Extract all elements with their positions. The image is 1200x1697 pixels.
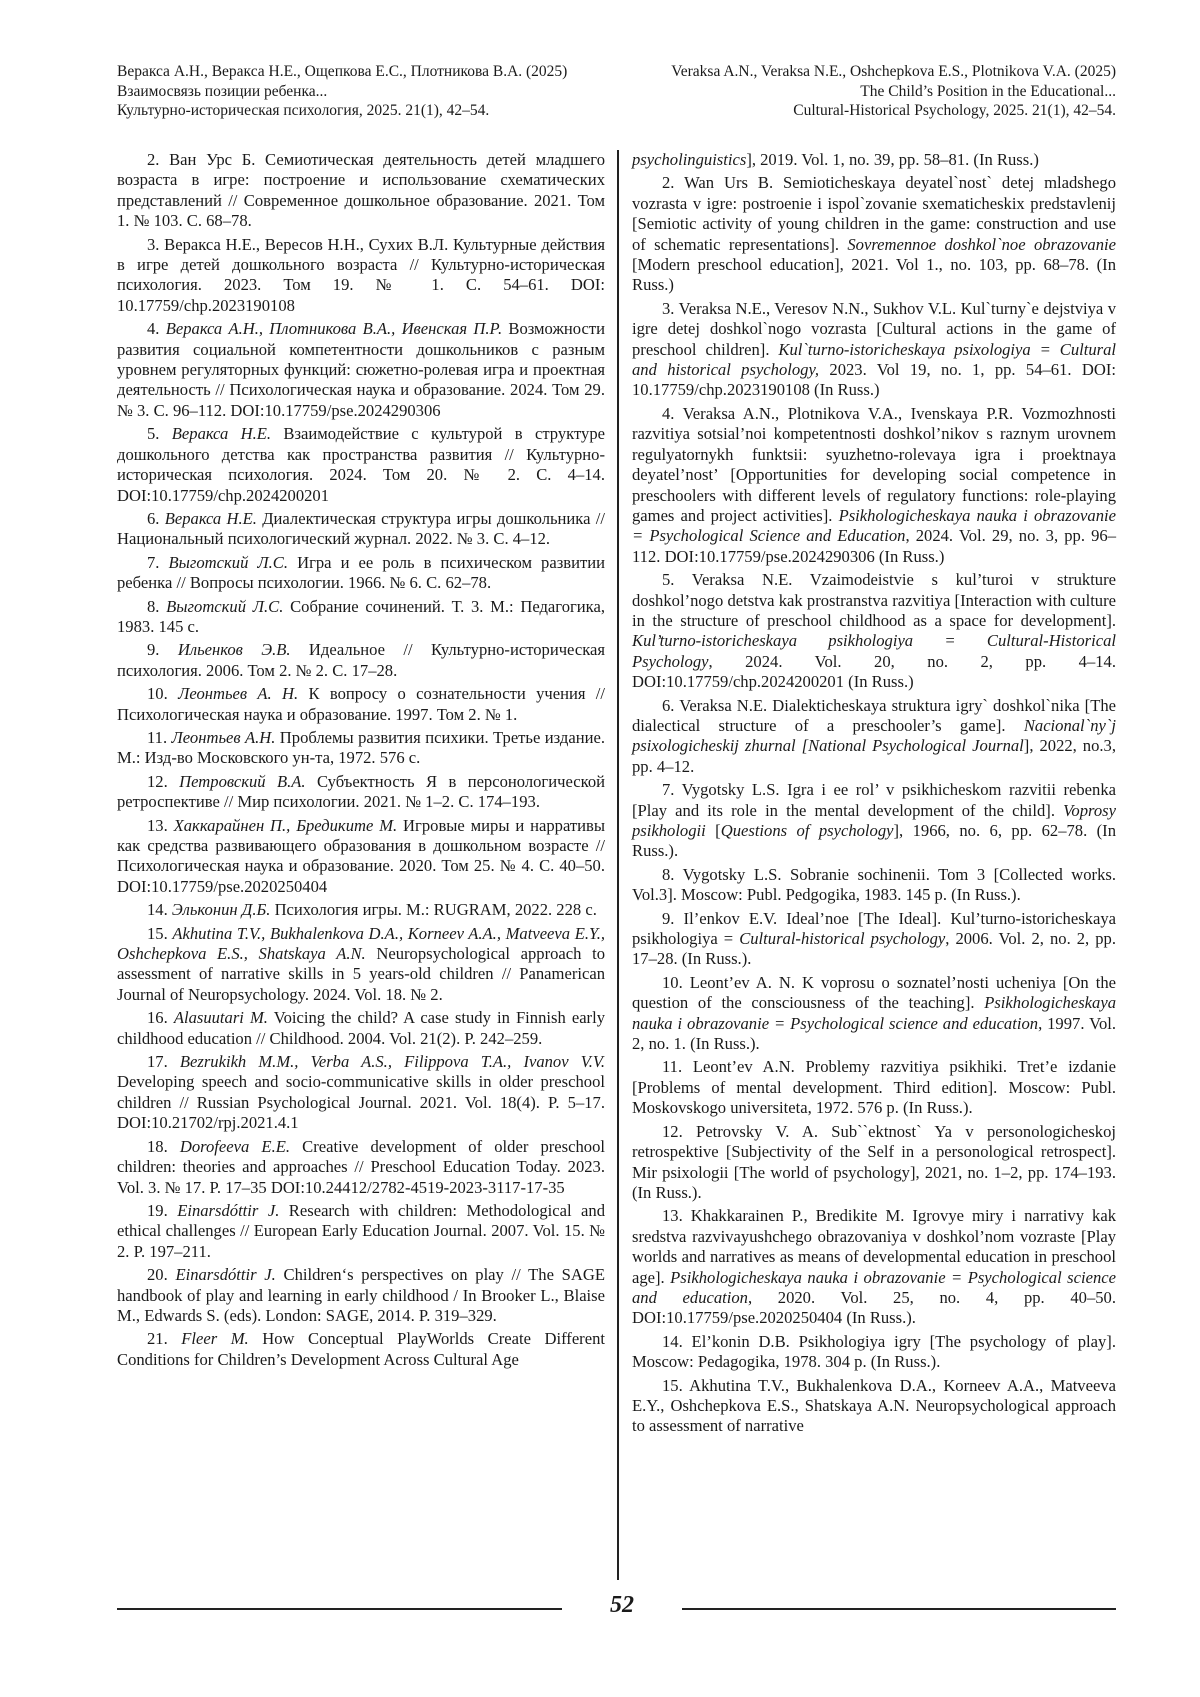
reference-item [632,1057,1116,1118]
reference-item [117,924,605,1006]
reference-authors: Akhutina T.V., Bukhalenkova D.A., Korneev A.A., Matveeva E.Y., Oshchepkova E.S., Shatskaya A.N. [117,924,605,963]
reference-number: 5. [147,424,172,443]
reference-text: [ [706,821,721,840]
reference-number: 21. [147,1329,181,1348]
reference-text: , 2024. Vol. 20, no. 2, pp. 4–14. DOI:10.17759/chp.2024200201 (In Russ.) [632,652,1116,691]
reference-authors: Dorofeeva E.E. [180,1137,290,1156]
reference-authors: Alasuutari M. [174,1008,268,1027]
reference-item [117,772,605,813]
reference-text: 12. Petrovsky V. A. Sub``ektnost` Ya v personologicheskoj retrospektive [Subjectivity of the Self in a personological retrospect]. Mir psixologii [The world of psychology], 2021, no. 1–2, pp. 174–193. (In Russ.). [632,1122,1116,1202]
page-number: 52 [562,1592,682,1619]
reference-number: 11. [147,728,172,747]
reference-item [632,865,1116,906]
reference-text: ], 2019. Vol. 1, no. 39, pp. 58–81. (In Russ.) [746,150,1039,169]
reference-text: 2. Wan Urs B. Semioticheskaya deyatel`nost` detej mladshego vozrasta v igre: postroenie i ispol`zovanie sxematicheskix predstavlenij [Semiotic activity of young children in the game: construction and use of schematic representations]. [632,173,1116,253]
reference-item [117,684,605,725]
header-left-authors: Веракса А.Н., Веракса Н.Е., Ощепкова Е.С., Плотникова В.А. (2025) [117,62,597,82]
reference-item [632,570,1116,692]
reference-source: Kul’turno-istoricheskaya psikhologiya = Cultural-Historical Psychology [632,631,1116,670]
reference-text: [Modern preschool education], 2021. Vol 1., no. 103, pp. 68–78. (In Russ.) [632,255,1116,294]
reference-authors: Einarsdóttir J. [177,1201,279,1220]
reference-authors: Fleer M. [181,1329,248,1348]
reference-text: Субъектность Я в персонологической ретроспективе // Мир психологии. 2021. № 1–2. С. 174–193. [117,772,605,811]
reference-item [117,1008,605,1049]
reference-item [117,1052,605,1134]
reference-text: Creative development of older preschool children: theories and approaches // Preschool Education Today. 2023. Vol. 3. № 17. P. 17–35 DOI:10.24412/2782-4519-2023-3117-17-35 [117,1137,605,1197]
reference-authors: Einarsdóttir J. [175,1265,275,1284]
reference-source: Nacional`ny`j psixologicheskij zhurnal [National Psychological Journal [632,716,1116,755]
footer-rule-left [117,1608,562,1610]
reference-text: 13. Khakkarainen P., Bredikite M. Igrovye miry i narrativy kak sredstva razvivayushchego obrazovaniya v doshkol’nom vozraste [Play worlds and narratives as means of developmental education in preschool age]. [632,1206,1116,1286]
reference-item [632,404,1116,567]
reference-authors: Петровский В.А. [179,772,305,791]
reference-item [117,319,605,421]
reference-authors: Выготский Л.С. [169,553,289,572]
reference-item [117,509,605,550]
reference-text: , 2024. Vol. 29, no. 3, pp. 96–112. DOI:10.17759/pse.2024290306 (In Russ.) [632,526,1116,565]
reference-number: 18. [147,1137,180,1156]
reference-source: Psikhologicheskaya nauka i obrazovanie = Psychological science and education [632,1268,1116,1307]
reference-item [117,235,605,317]
reference-number: 20. [147,1265,175,1284]
reference-text: 15. Akhutina T.V., Bukhalenkova D.A., Korneev A.A., Matveeva E.Y., Oshchepkova E.S., Shatskaya A.N. Neuropsychological approach to assessment of narrative [632,1376,1116,1436]
column-divider [617,150,619,1580]
reference-number: 14. [147,900,172,919]
header-left [117,62,597,121]
reference-authors: Веракса А.Н., Плотникова В.А., Ивенская П.Р. [166,319,502,338]
reference-text: ], 1966, no. 6, pp. 62–78. (In Russ.). [632,821,1116,860]
reference-number: 4. [147,319,166,338]
reference-source: Voprosy psikhologii [632,801,1116,840]
reference-text: Идеальное // Культурно-историческая психология. 2006. Том 2. № 2. С. 17–28. [117,640,605,679]
reference-text: 2. Ван Урс Б. Семиотическая деятельность детей младшего возраста в игре: построение и использование схематических представлений // Современное дошкольное образование. 2021. Том 1. № 103. С. 68–78. [117,150,605,230]
reference-text: 6. Veraksa N.E. Dialekticheskaya struktura igry` doshkol`nika [The dialectical structure of a preschooler’s game]. [632,696,1116,735]
reference-text: Диалектическая структура игры дошкольника // Национальный психологический журнал. 2022. № 3. С. 4–12. [117,509,605,548]
reference-number: 6. [147,509,165,528]
reference-item [117,1265,605,1326]
reference-text: 14. El’konin D.B. Psikhologiya igry [The psychology of play]. Moscow: Pedagogika, 1978. 304 p. (In Russ.). [632,1332,1116,1371]
reference-number: 9. [147,640,178,659]
references-russian-column [117,150,605,1373]
header-right-journal: Cultural-Historical Psychology, 2025. 21(1), 42–54. [616,101,1116,121]
reference-text: Проблемы развития психики. Третье издание. М.: Изд-во Московского ун-та, 1972. 576 с. [117,728,605,767]
reference-number: 15. [147,924,172,943]
reference-text: Собрание сочинений. Т. 3. М.: Педагогика, 1983. 145 с. [117,597,605,636]
reference-text: Психология игры. М.: RUGRAM, 2022. 228 с. [270,900,596,919]
reference-text: 7. Vygotsky L.S. Igra i ee rol’ v psikhicheskom razvitii rebenka [Play and its role in the mental development of the child]. [632,780,1116,819]
reference-text: Voicing the child? A case study in Finnish early childhood education // Childhood. 2004. Vol. 21(2). P. 242–259. [117,1008,605,1047]
reference-source: Questions of psychology [721,821,894,840]
reference-text: ], 2022, no.3, pp. 4–12. [632,736,1116,775]
reference-text: , 2006. Vol. 2, no. 2, pp. 17–28. (In Russ.). [632,929,1116,968]
reference-text: Игра и ее роль в психическом развитии ребенка // Вопросы психологии. 1966. № 6. С. 62–78. [117,553,605,592]
reference-item [632,780,1116,862]
reference-source: Psikhologicheskaya nauka i obrazovanie = Psychological Science and Education [632,506,1116,545]
reference-text: , 2020. Vol. 25, no. 4, pp. 40–50. DOI:10.17759/pse.2020250404 (In Russ.). [632,1288,1116,1327]
reference-text: Children‘s perspectives on play // The SAGE handbook of play and learning in early childhood / In Brooker L., Blaise M., Edwards S. (eds). London: SAGE, 2014. P. 319–329. [117,1265,605,1325]
reference-item [117,553,605,594]
reference-source: Psikhologicheskaya nauka i obrazovanie = Psychological science and education [632,993,1116,1032]
reference-source: Sovremennoe doshkol`noe obrazovanie [847,235,1116,254]
reference-item [117,640,605,681]
reference-authors: Веракса Н.Е. [172,424,271,443]
reference-text: 2023. Vol 19, no. 1, pp. 54–61. DOI: 10.17759/chp.2023190108 (In Russ.) [632,360,1116,399]
reference-item [632,1206,1116,1328]
reference-number: 12. [147,772,179,791]
reference-number: 13. [147,816,174,835]
reference-item [117,150,605,232]
reference-text: Возможности развития социальной компетентности дошкольников с разным уровнем регуляторных функций: сюжетно-ролевая игра и проектная деятельность // Психологическая наука и образование. 2024. Том 29. № 3. С. 96–112. DOI:10.17759/pse.2024290306 [117,319,605,420]
reference-item [632,973,1116,1055]
reference-item [117,1137,605,1198]
header-right [616,62,1116,121]
reference-authors: Хаккарайнен П., Бредиките М. [174,816,398,835]
reference-number: 19. [147,1201,177,1220]
reference-source: Kul`turno-istoricheskaya psixologiya = Cultural and historical psychology, [632,340,1116,379]
header-right-title: The Child’s Position in the Educational... [616,82,1116,102]
reference-number: 17. [147,1052,180,1071]
reference-authors: Выготский Л.С. [166,597,283,616]
reference-text: 4. Veraksa A.N., Plotnikova V.A., Ivenskaya P.R. Vozmozhnosti razvitiya sotsial’noi kompetentnosti doshkol’nikov s raznym urovnem regulyatornykh funktsii: syuzhetno-rolevaya igra i proektnaya deyatel’nost’ [Opportunities for developing social competence in preschoolers with different levels of regulatory functions: role-playing games and project activities]. [632,404,1116,525]
reference-number: 7. [147,553,169,572]
reference-authors: Ильенков Э.В. [178,640,291,659]
reference-text: К вопросу о сознательности учения // Психологическая наука и образование. 1997. Том 2. № 1. [117,684,605,723]
reference-text: 9. Il’enkov E.V. Ideal’noe [The Ideal]. Kul’turno-istoricheskaya psikhologiya = [632,909,1116,948]
reference-item [632,299,1116,401]
reference-text: 3. Veraksa N.E., Veresov N.N., Sukhov V.L. Kul`turny`e dejstviya v igre detej doshkol`nogo vozrasta [Cultural actions in the game of preschool children]. [632,299,1116,359]
reference-item [117,728,605,769]
header-right-authors: Veraksa A.N., Veraksa N.E., Oshchepkova E.S., Plotnikova V.A. (2025) [616,62,1116,82]
reference-text: Neuropsychological approach to assessment of narrative skills in 5 years-old children // Panamerican Journal of Neuropsychology. 2024. Vol. 18. № 2. [117,944,605,1004]
reference-text: , 1997. Vol. 2, no. 1. (In Russ.). [632,1014,1116,1053]
reference-item [117,900,605,920]
header-left-title: Взаимосвязь позиции ребенка... [117,82,597,102]
reference-text: 10. Leont’ev A. N. K voprosu o soznatel’nosti ucheniya [On the question of the consciousness of the teaching]. [632,973,1116,1012]
references-english-column [632,150,1116,1440]
reference-item [117,1201,605,1262]
reference-text: 5. Veraksa N.E. Vzaimodeistvie s kul’turoi v strukture doshkol’nogo detstva kak prostranstva razvitiya [Interaction with culture in the structure of preschool childhood as a space for development]. [632,570,1116,630]
reference-text: Developing speech and socio-communicative skills in older preschool children // Russian Psychological Journal. 2021. Vol. 18(4). P. 5–17. DOI:10.21702/rpj.2021.4.1 [117,1072,605,1132]
reference-item [117,424,605,506]
reference-item [632,909,1116,970]
reference-text: 3. Веракса Н.Е., Вересов Н.Н., Сухих В.Л. Культурные действия в игре детей дошкольного возраста // Культурно-историческая психология. 2023. Том 19. № 1. С. 54–61. DOI: 10.17759/chp.2023190108 [117,235,605,315]
reference-text: Research with children: Methodological and ethical challenges // European Early Education Journal. 2007. Vol. 15. № 2. P. 197–211. [117,1201,605,1261]
reference-item [632,696,1116,778]
reference-text: 8. Vygotsky L.S. Sobranie sochinenii. Tom 3 [Collected works. Vol.3]. Moscow: Publ. Pedgogika, 1983. 145 p. (In Russ.). [632,865,1116,904]
reference-text: Взаимодействие с культурой в структуре дошкольного детства как пространства развития // Культурно-историческая психология. 2024. Том 20. № 2. С. 4–14. DOI:10.17759/chp.2024200201 [117,424,605,504]
footer-rule-right [682,1608,1116,1610]
reference-source: Cultural-historical psychology [739,929,945,948]
reference-text: 11. Leont’ev A.N. Problemy razvitiya psikhiki. Tret’e izdanie [Problems of mental development. Third edition]. Moscow: Publ. Moskovskogo universiteta, 1972. 576 p. (In Russ.). [632,1057,1116,1117]
reference-source: psycholinguistics [632,150,746,169]
reference-item [632,1122,1116,1204]
reference-text: How Conceptual PlayWorlds Create Different Conditions for Children’s Development Across Cultural Age [117,1329,605,1368]
reference-item [117,597,605,638]
reference-item [632,150,1116,170]
reference-item [632,173,1116,295]
reference-item [117,816,605,898]
reference-item [632,1332,1116,1373]
reference-authors: Эльконин Д.Б. [172,900,271,919]
reference-item [117,1329,605,1370]
reference-item [632,1376,1116,1437]
reference-number: 10. [147,684,178,703]
reference-number: 16. [147,1008,174,1027]
reference-authors: Bezrukikh M.M., Verba A.S., Filippova T.A., Ivanov V.V. [180,1052,605,1071]
reference-authors: Леонтьев А. Н. [178,684,298,703]
reference-text: Игровые миры и нарративы как средства развивающего образования в дошкольном возрасте // Психологическая наука и образование. 2020. Том 25. № 4. С. 40–50. DOI:10.17759/pse.2020250404 [117,816,605,896]
reference-authors: Веракса Н.Е. [165,509,257,528]
header-left-journal: Культурно-историческая психология, 2025. 21(1), 42–54. [117,101,597,121]
reference-number: 8. [147,597,166,616]
reference-authors: Леонтьев А.Н. [172,728,276,747]
